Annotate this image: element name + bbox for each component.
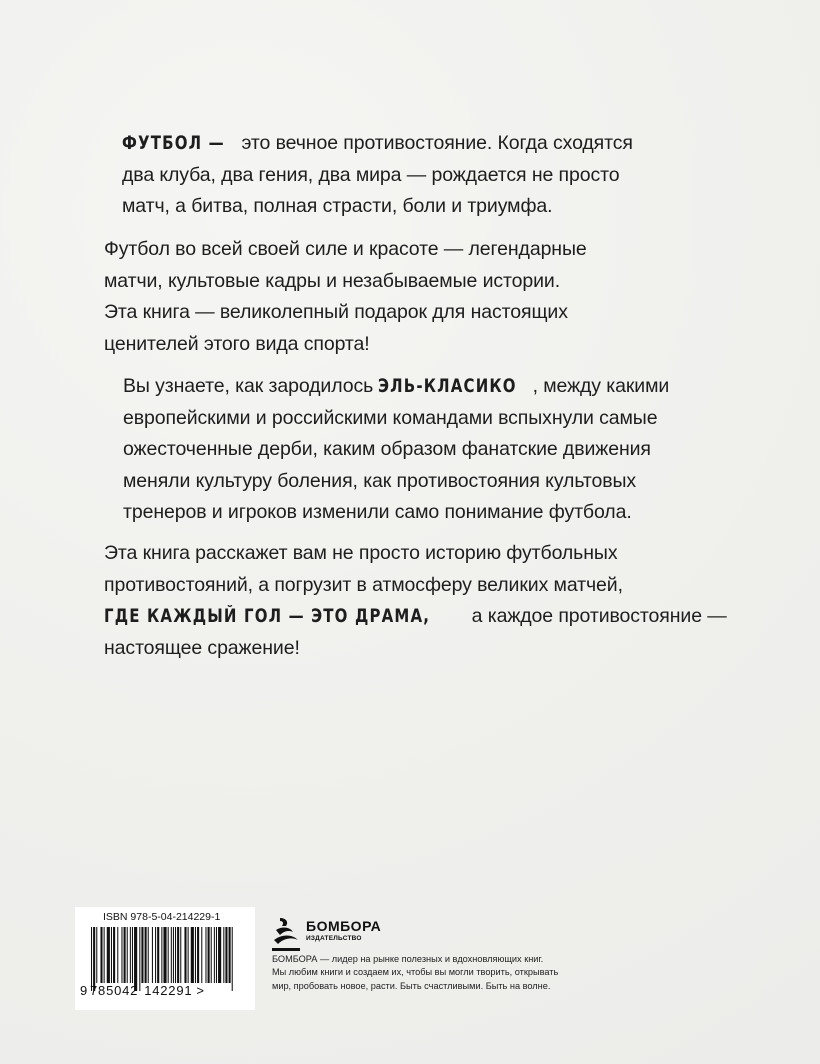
text-line: матч, а битва, полная страсти, боли и триумфа. (122, 195, 553, 217)
text-line: ожесточенные дерби, каким образом фанатские движения (123, 438, 651, 460)
barcode-bar (197, 927, 199, 983)
barcode-bar (180, 927, 181, 983)
barcode-bar (208, 927, 210, 983)
emphasis-text: ЭЛЬ-КЛАСИКО (378, 376, 518, 397)
publisher-description (272, 953, 558, 993)
emphasis-text: ФУТБОЛ — (122, 133, 225, 154)
barcode-bar (173, 927, 174, 983)
barcode-bar (104, 927, 105, 983)
barcode-bar (184, 927, 186, 983)
text-line: БОМБОРА — лидер на рынке полезных и вдохновляющих книг. (272, 954, 544, 964)
text-line: настоящее сражение! (104, 636, 300, 659)
barcode-bar (157, 927, 159, 983)
barcode-bar (161, 927, 162, 983)
barcode-bar (145, 927, 147, 983)
barcode-bar (205, 927, 206, 983)
text-line: Эта книга расскажет вам не просто историю футбольных (104, 542, 618, 564)
text-line: ФУТБОЛ — это вечное противостояние. Когда сходятся (122, 128, 633, 160)
barcode-bar (127, 927, 128, 983)
barcode-bar (100, 927, 102, 983)
text-line: ценителей этого вида спорта! (104, 332, 370, 355)
barcode-bar (168, 927, 169, 983)
isbn-number: ISBN 978-5-04-214229-1 (103, 911, 221, 923)
barcode-bar (132, 927, 133, 983)
barcode-bar (107, 927, 110, 983)
publisher-name: БОМБОРА (306, 918, 382, 934)
barcode-digits: 9 785042 142291 > (80, 983, 205, 998)
text-line: Эта книга — великолепный подарок для настоящих (104, 301, 568, 323)
barcode-bar (121, 927, 122, 983)
text-line: тренеров и игроков изменили само понимание футбола. (123, 501, 632, 523)
barcode-bar (175, 927, 176, 983)
barcode-bar (141, 927, 143, 983)
text-line: ГДЕ КАЖДЫЙ ГОЛ — ЭТО ДРАМА, а каждое противостояние — (104, 601, 727, 633)
publisher-subtitle: ИЗДАТЕЛЬСТВО (306, 935, 362, 942)
barcode-bar (124, 927, 126, 983)
text-line: меняли культуру боления, как противостояния культовых (123, 469, 637, 492)
text-line: Футбол во всей своей силе и красоте — легендарные (104, 238, 587, 260)
barcode-bar (191, 927, 194, 983)
barcode-bar (211, 927, 212, 983)
isbn-barcode (75, 907, 255, 1010)
barcode-bar (188, 927, 189, 983)
barcode-bar (229, 927, 231, 983)
barcode-bar (177, 927, 179, 983)
barcode-bar (225, 927, 227, 983)
text-line: матчи, культовые кадры и незабываемые истории. (104, 269, 561, 292)
barcode-bar (214, 927, 215, 983)
barcode-bar (134, 927, 137, 991)
text-line: Мы любим книги и создаем их, чтобы вы могли творить, открывать (272, 967, 559, 978)
paragraph-gift (104, 234, 587, 360)
barcode-bar (93, 927, 95, 991)
barcode-bar (152, 927, 153, 983)
barcode-bar (91, 927, 92, 991)
barcode-bar (113, 927, 115, 983)
barcode-bar (163, 927, 166, 983)
barcode-bar (218, 927, 221, 983)
paragraph-content (123, 371, 669, 529)
emphasis-text: ГДЕ КАЖДЫЙ ГОЛ — ЭТО ДРАМА, (104, 606, 431, 627)
barcode-bar (96, 927, 97, 983)
text-line: противостояний, а погрузит в атмосферу великих матчей, (104, 573, 623, 596)
paragraph-closing (104, 538, 727, 664)
paragraph-intro (122, 128, 633, 223)
barcode-bar (195, 927, 196, 983)
barcode-bar (232, 927, 233, 991)
barcode-bar (117, 927, 118, 983)
barcode-bar (155, 927, 156, 983)
barcode-bar (223, 927, 224, 983)
barcode-bar (130, 927, 131, 983)
text-line: мир, пробовать новое, расти. Быть счастливыми. Быть на волне. (272, 980, 551, 991)
barcode-bar (111, 927, 112, 983)
barcode-bar (171, 927, 172, 983)
barcode-bar (216, 927, 217, 983)
barcode-bar (139, 927, 140, 991)
barcode-bar (201, 927, 202, 983)
text-line: Вы узнаете, как зародилось ЭЛЬ-КЛАСИКО , между какими (123, 371, 669, 403)
text-line: два клуба, два гения, два мира — рождается не просто (122, 163, 620, 186)
text-line: европейскими и российскими командами вспыхнули самые (123, 406, 658, 429)
barcode-bar (148, 927, 149, 983)
